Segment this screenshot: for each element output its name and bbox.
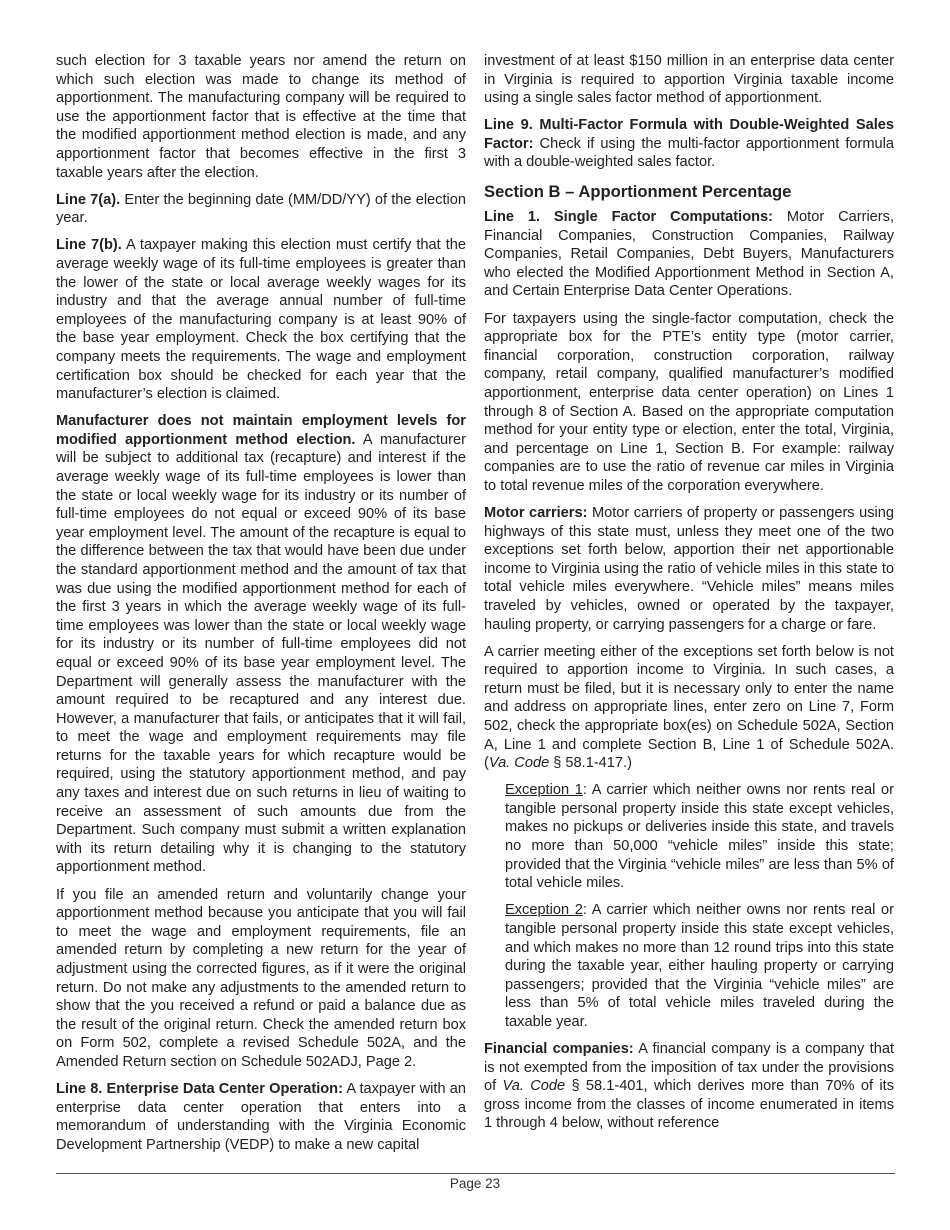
line-8-text: A taxpayer with an enterprise data center operation that enters into a memorandum of understanding with the Virginia Economic Development Partnership (VEDP) to make a new capital [56, 1080, 466, 1153]
line-8-label: Line 8. Enterprise Data Center Operation: [56, 1080, 343, 1097]
carrier-text-b: § 58.1-417.) [549, 755, 632, 772]
exception-1-label: Exception 1 [505, 782, 583, 799]
manufacturer-paragraph [56, 412, 466, 877]
right-column [484, 52, 894, 1141]
section-b-heading: Section B – Apportionment Percentage [484, 182, 792, 202]
financial-text-b: § 58.1-401, which derives more than 70% of its gross income from the classes of income enumerated in items 1 through 4 below, without reference [484, 1078, 894, 1132]
page-number: Page 23 [449, 1176, 501, 1191]
motor-carriers-label: Motor carriers: [484, 504, 588, 521]
line-7b-text: A taxpayer making this election must certify that the average weekly wage of its full-time employees is greater than the lower of the state or local average weekly wages for its industry and that the average annual number of full-time employees of the manufacturing company is at least 90% of the base year employment. Check the box certifying that the company meets the requirements. The wage and employment certification box should be checked for each year that the manufacturer’s election is claimed. [56, 237, 466, 403]
line-1-label: Line 1. Single Factor Computations: [484, 209, 774, 226]
line-9-label: Line 9. Multi-Factor Formula with Double-Weighted Sales Factor: [484, 117, 894, 152]
footer-divider [56, 1173, 895, 1174]
carrier-code-ref: Va. Code [488, 755, 550, 772]
single-factor-text: For taxpayers using the single-factor computation, check the appropriate box for the PTE’s entity type (motor carrier, financial corporation, construction corporation, railway company, retail company, qualified manufacturer’s modified apportionment, enterprise data center operation) on Lines 1 through 8 of Section A. Based on the appropriate computation method for your entity type or election, enter the total, Virginia, and percentage on Line 1, Section B. For example: railway companies are to use the ratio of revenue car miles in Virginia to total revenue miles of the corporation everywhere. [484, 310, 894, 494]
line-1-paragraph [484, 208, 894, 301]
data-center-text: investment of at least $150 million in an enterprise data center in Virginia is required to apportion Virginia taxable income using a single sales factor method of apportionment. [484, 53, 894, 107]
financial-code-ref: Va. Code [502, 1078, 566, 1095]
exception-2-paragraph [505, 901, 894, 1031]
line-7a-paragraph [56, 191, 466, 228]
exception-1-text: : A carrier which neither owns nor rents real or tangible personal property inside this state except vehicles, makes no pickups or deliveries inside this state, and travels no more than 50,000 “vehicle miles” inside this state; provided that the Virginia “vehicle miles” are less than 5% of total vehicle miles. [505, 782, 895, 892]
line-9-paragraph [484, 116, 894, 172]
manufacturer-text: A manufacturer will be subject to additional tax (recapture) and interest if the average weekly wage of its full-time employees is lower than the state or local weekly wage for its industry or its number of full-time employees do not equal or exceed 90% of its base year employment level. The amount of the recapture is equal to the difference between the tax that would have been due under the standard apportionment method and the amount of tax that was due using the modified apportionment method for each of the first 3 years in which the average weekly wage of its full-time employees was lower than the state or local weekly wage for its industry or its number of full-time employees did not equal or exceed 90% of its base year employment level. The Department will generally assess the manufacturer with the amount required to be recaptured and any interest due. However, a manufacturer that fails, or anticipates that it will fail, to meet the wage and employment requirements may file returns for the taxable years for which recapture would be required, using the statutory apportionment method, and pay any taxes and interest due on such returns in lieu of waiting to receive an assessment of such amounts due from the Department. Such company must submit a written explanation with its return detailing why it is changing to the statutory apportionment method. [56, 431, 467, 876]
financial-companies-label: Financial companies: [484, 1041, 634, 1057]
financial-companies-paragraph [484, 1040, 894, 1133]
carrier-exceptions-paragraph [484, 643, 894, 773]
financial-text-a: A financial company is a company that is not exempted from the imposition of tax under the provisions of [484, 1041, 894, 1095]
line-1-text: Motor Carriers, Financial Companies, Construction Companies, Railway Companies, Retail Companies, Debt Buyers, Manufacturers who elected the Modified Apportionment Method in Section A, and Certain Enterprise Data Center Operations. [484, 209, 895, 300]
carrier-text-a: A carrier meeting either of the exceptions set forth below is not required to apportion income to Virginia. In such cases, a return must be filed, but it is necessary only to enter the name and address on appropriate lines, enter zero on Line 7, Form 502, check the appropriate box(es) on Schedule 502A, Section A, Line 1 and complete Section B, Line 1 of Schedule 502A. ( [484, 643, 894, 772]
line-8-paragraph [56, 1080, 466, 1154]
motor-carriers-paragraph [484, 504, 894, 634]
amended-return-paragraph [56, 886, 466, 1072]
motor-carriers-text: Motor carriers of property or passengers using highways of this state must, unless they meet one of the two exceptions set forth below, apportion their net apportionable income to Virginia using the ratio of vehicle miles in this state to total vehicle miles everywhere. “Vehicle miles” means miles traveled by vehicles, owned or operated by the taxpayer, hauling property, or carrying passengers for a charge or fare. [484, 504, 894, 633]
line-7b-label: Line 7(b). [56, 237, 122, 254]
election-text: such election for 3 taxable years nor amend the return on which such election was made to change its method of apportionment. The manufacturing company will be required to use the apportionment factor that is effective at the time that the modified apportionment method election is made, and any apportionment factor that becomes effective in the first 3 taxable years after the election. [56, 53, 466, 181]
line-9-text: Check if using the multi-factor apportionment formula with a double-weighted sales factor. [484, 135, 894, 171]
line-7a-label: Line 7(a). [56, 191, 121, 208]
manufacturer-label: Manufacturer does not maintain employment levels for modified apportionment method election. [56, 413, 466, 448]
line-7b-paragraph [56, 236, 466, 403]
exception-2-label: Exception 2 [505, 902, 583, 919]
exception-1-paragraph [505, 781, 894, 893]
data-center-continuation [484, 52, 894, 108]
election-paragraph [56, 52, 466, 182]
single-factor-paragraph [484, 310, 894, 496]
exception-2-text: : A carrier which neither owns nor rents real or tangible personal property inside this state except vehicles, and which makes no more than 12 round trips into this state during the taxable year, either hauling property or carrying passengers; provided that the Virginia “vehicle miles” are less than 5% of total vehicle miles traveled during the taxable year. [505, 902, 895, 1030]
left-column [56, 52, 466, 1163]
line-7a-text: Enter the beginning date (MM/DD/YY) of the election year. [56, 191, 467, 227]
amended-return-text: If you file an amended return and voluntarily change your apportionment method because you anticipate that you will fail to meet the wage and employment requirements, file an amended return by completing a new return for the year of adjustment using the corrected figures, as if it were the original return. Do not make any adjustments to the amended return to show that the you received a refund or paid a balance due as the result of the original return. Check the amended return box on Form 502, complete a revised Schedule 502A, and the Amended Return section on Schedule 502ADJ, Page 2. [56, 886, 466, 1070]
